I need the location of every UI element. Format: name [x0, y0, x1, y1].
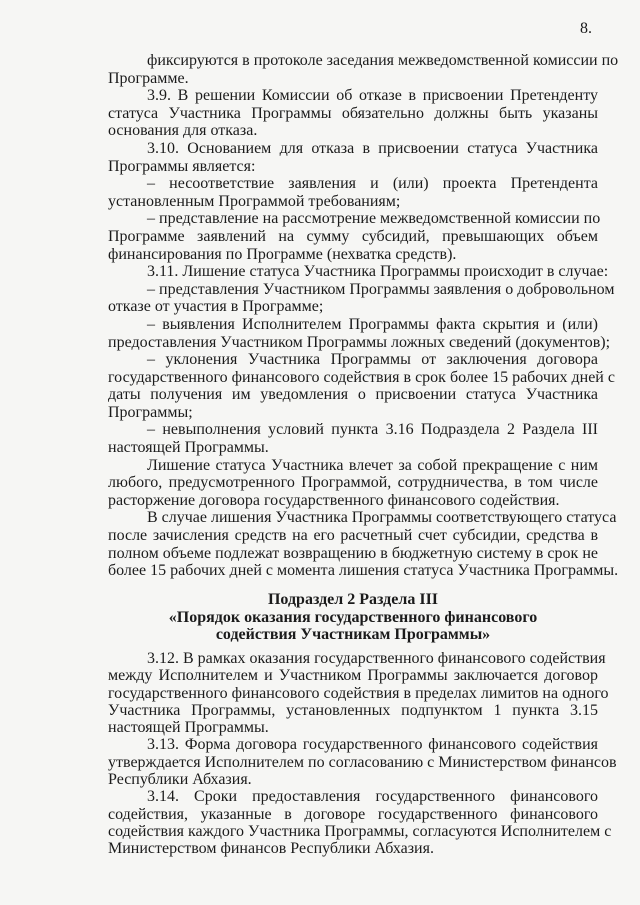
- text-line: настоящей Программы.: [108, 719, 269, 737]
- paragraph: [108, 788, 612, 858]
- paragraph: [108, 210, 601, 263]
- text-line: установленным Программой требованиям;: [108, 192, 401, 210]
- paragraph: [108, 421, 598, 456]
- text-line: 3.12. В рамках оказания государственного финансового содействия: [147, 650, 606, 667]
- text-line: 3.9. В решении Комиссии об отказе в присвоении Претенденту: [147, 87, 598, 105]
- heading-line: Подраздел 2 Раздела III: [267, 591, 439, 608]
- text-line: Программе.: [108, 69, 189, 87]
- text-line: предоставления Участником Программы ложных сведений (документов);: [108, 333, 611, 351]
- text-line: отказе от участия в Программе;: [108, 298, 324, 316]
- paragraph: [108, 509, 619, 580]
- text-line: основания для отказа.: [108, 122, 258, 140]
- text-line: любого, предусмотренного Программой, сотрудничества, в том числе: [108, 474, 598, 492]
- text-line: содействия каждого Участника Программы, согласуются Исполнителем с: [108, 822, 612, 840]
- text-line: Участника Программы, установленных подпунктом 1 пункта 3.15: [108, 701, 598, 719]
- text-line: Программе заявлений на сумму субсидий, превышающих объем: [108, 227, 598, 245]
- heading-line: содействия Участникам Программы»: [215, 626, 491, 643]
- text-line: государственного финансового содействия в срок более 15 рабочих дней с: [108, 368, 615, 386]
- text-line: Программы является:: [108, 157, 256, 175]
- page-number: 8.: [580, 20, 592, 37]
- text-line: – невыполнения условий пункта 3.16 Подраздела 2 Раздела III: [147, 421, 598, 439]
- text-line: полном объеме подлежат возвращению в бюджетную систему в срок не: [108, 544, 598, 562]
- text-line: между Исполнителем и Участником Программы заключается договор: [108, 667, 598, 685]
- text-line: – несоответствие заявления и (или) проекта Претендента: [147, 175, 598, 193]
- text-line: 3.13. Форма договора государственного финансового содействия: [147, 736, 598, 754]
- text-line: более 15 рабочих дней с момента лишения статуса Участника Программы.: [108, 562, 619, 580]
- text-line: после зачисления средств на его расчетный счет субсидии, средства в: [108, 527, 598, 545]
- paragraph: [108, 280, 615, 316]
- text-line: государственного финансового содействия в пределах лимитов на одного: [108, 684, 609, 702]
- paragraph: [108, 87, 598, 140]
- text-line: статуса Участника Программы обязательно должны быть указаны: [108, 104, 598, 122]
- text-line: 3.11. Лишение статуса Участника Программы происходит в случае:: [147, 263, 609, 281]
- text-line: Министерством финансов Республики Абхазия.: [108, 840, 434, 858]
- text-line: – представление на рассмотрение межведомственной комиссии по: [147, 210, 601, 228]
- text-line: Лишение статуса Участника влечет за собой прекращение с ним: [147, 456, 598, 474]
- subsection-heading: [108, 591, 598, 644]
- text-line: даты получения им уведомления о присвоении статуса Участника: [108, 386, 598, 404]
- paragraph: [108, 650, 609, 737]
- paragraph: [108, 263, 609, 281]
- text-line: – уклонения Участника Программы от заключения договора: [147, 351, 598, 369]
- paragraph: [108, 457, 598, 510]
- text-line: Программы;: [108, 403, 193, 421]
- heading-line: «Порядок оказания государственного финансового: [168, 608, 538, 626]
- paragraph: [108, 175, 598, 210]
- paragraph: [108, 315, 611, 351]
- text-line: содействия, указанные в договоре государственного финансового: [108, 805, 598, 823]
- text-line: – выявления Исполнителем Программы факта скрытия и (или): [147, 315, 598, 333]
- text-line: Республики Абхазия.: [108, 771, 252, 789]
- text-line: утверждается Исполнителем по согласованию с Министерством финансов: [108, 753, 617, 771]
- text-line: 3.10. Основанием для отказа в присвоении статуса Участника: [147, 139, 598, 157]
- section-body-2: [108, 650, 617, 858]
- text-line: настоящей Программы.: [108, 439, 269, 457]
- section-body-1: [108, 52, 619, 580]
- paragraph: [108, 736, 617, 789]
- text-line: В случае лишения Участника Программы соответствующего статуса: [147, 509, 617, 527]
- text-line: – представления Участником Программы заявления о добровольном: [147, 280, 615, 298]
- paragraph: [108, 52, 619, 87]
- text-line: финансирования по Программе (нехватка средств).: [108, 245, 457, 263]
- paragraph: [108, 351, 615, 421]
- text-line: фиксируются в протоколе заседания межведомственной комиссии по: [147, 52, 619, 69]
- paragraph: [108, 140, 598, 175]
- text-line: расторжение договора государственного финансового содействия.: [108, 491, 560, 509]
- text-line: 3.14. Сроки предоставления государственного финансового: [147, 788, 598, 806]
